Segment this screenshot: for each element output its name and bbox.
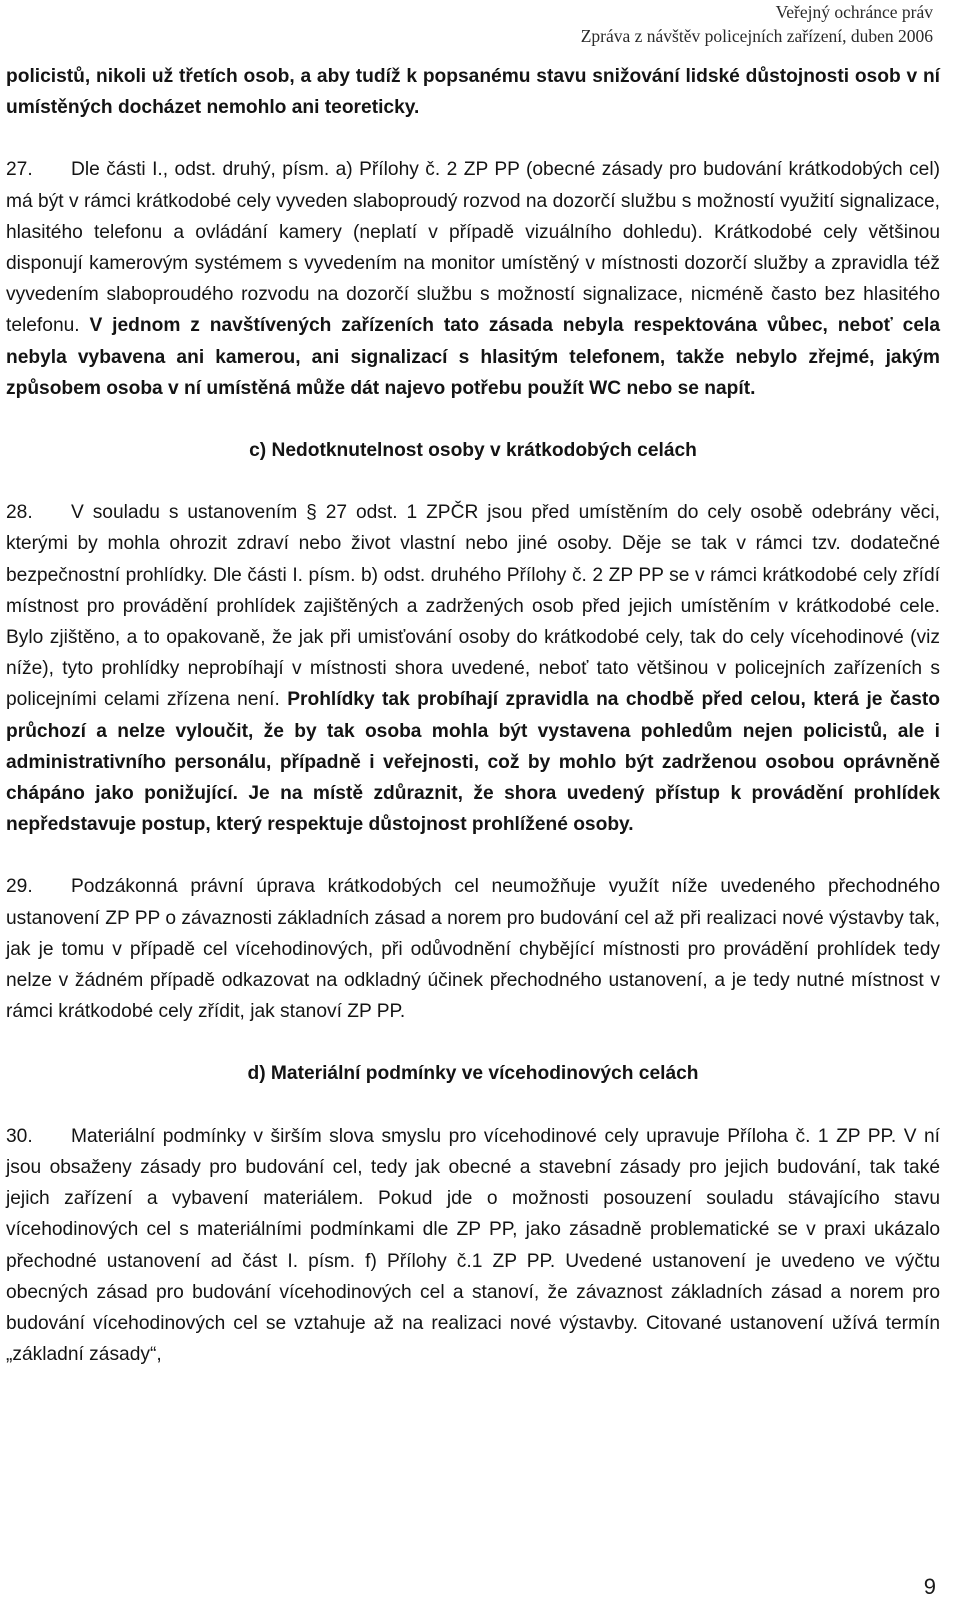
intro-paragraph: policistů, nikoli už třetích osob, a aby tudíž k popsanému stavu snižování lidské důstojnosti osob v ní umístěných docházet nemohlo ani teoreticky. bbox=[6, 66, 940, 119]
running-header bbox=[581, 0, 933, 48]
paragraph-emphasis: V jednom z navštívených zařízeních tato zásada nebyla respektována vůbec, neboť cela nebyla vybavena ani kamerou, ani signalizací s hlasitým telefonem, takže nebylo zřejmé, jakým způsobem osoba v ní umístěná může dát najevo potřebu použít WC nebo se napít. bbox=[6, 315, 940, 399]
paragraph-text: Podzákonná právní úprava krátkodobých cel neumožňuje využít níže uvedeného přechodného ustanovení ZP PP o závaznosti základních zásad a norem pro budování cel až při realizaci nové výstavby tak, jak je tomu v případě cel vícehodinových, při odůvodnění chybějící místnosti pro provádění prohlídek tedy nelze v žádném případě odkazovat na odkladný účinek přechodného ustanovení, a je tedy nutné místnost v rámci krátkodobé cely zřídit, jak stanoví ZP PP. bbox=[6, 876, 940, 1023]
page-number: 9 bbox=[923, 1574, 936, 1599]
section-heading-d: d) Materiální podmínky ve vícehodinových celách bbox=[247, 1063, 699, 1085]
paragraph-27 bbox=[6, 154, 940, 404]
paragraph-number: 30. bbox=[6, 1125, 33, 1147]
paragraph-number: 29. bbox=[6, 876, 33, 898]
section-heading-c: c) Nedotknutelnost osoby v krátkodobých celách bbox=[249, 440, 697, 462]
paragraph-30 bbox=[6, 1121, 940, 1371]
paragraph-29 bbox=[6, 871, 940, 1027]
paragraph-number: 27. bbox=[6, 159, 33, 181]
header-institution: Veřejný ochránce práv bbox=[775, 2, 933, 22]
paragraph-text: Materiální podmínky v širším slova smyslu pro vícehodinové cely upravuje Příloha č. 1 ZP PP. V ní jsou obsaženy zásady pro budování cel, tedy jak obecné a stavební zásady pro jejich budování, tak také jejich zařízení a vybavení materiálem. Pokud jde o možnosti posouzení souladu stávajícího stavu vícehodinových cel s materiálními podmínkami dle ZP PP, jako zásadně problematické se v praxi ukázalo přechodné ustanovení ad část I. písm. f) Přílohy č.1 ZP PP. Uvedené ustanovení je uvedeno ve výčtu obecných zásad pro budování vícehodinových cel a stanoví, že závaznost základních zásad a norem pro budování vícehodinových cel se vztahuje až na realizaci nové výstavby. Citované ustanovení užívá termín „základní zásady“, bbox=[6, 1125, 940, 1366]
document-body bbox=[6, 61, 940, 1370]
paragraph-text: Dle části I., odst. druhý, písm. a) Přílohy č. 2 ZP PP (obecné zásady pro budování krátkodobých cel) má být v rámci krátkodobé cely vyveden slaboproudý rozvod na dozorčí službu s možností využití signalizace, hlasitého telefonu a ovládání kamery (neplatí v případě vizuálního dohledu). Krátkodobé cely většinou disponují kamerovým systémem s vyvedením na monitor umístěný v místnosti dozorčí služby a zpravidla též vyvedením slaboproudého rozvodu na dozorčí službu s možností signalizace, nicméně často bez hlasitého telefonu. bbox=[6, 159, 940, 337]
paragraph-emphasis: Prohlídky tak probíhají zpravidla na chodbě před celou, která je často průchozí a nelze vyloučit, že by tak osoba mohla být vystavena pohledům nejen policistů, ale i administrativního personálu, případně i veřejnosti, což by mohlo být zadrženou osobou oprávněně chápáno jako ponižující. Je na místě zdůraznit, že shora uvedený přístup k provádění prohlídek nepředstavuje postup, který respektuje důstojnost prohlížené osoby. bbox=[6, 689, 940, 836]
paragraph-text: V souladu s ustanovením § 27 odst. 1 ZPČR jsou před umístěním do cely osobě odebrány věci, kterými by mohla ohrozit zdraví nebo život vlastní nebo jiné osoby. Děje se tak v rámci tzv. dodatečné bezpečnostní prohlídky. Dle části I. písm. b) odst. druhého Přílohy č. 2 ZP PP se v rámci krátkodobé cely zřídí místnost pro provádění prohlídek zajištěných a zadržených osob před jejich umístěním v krátkodobé cele. Bylo zjištěno, a to opakovaně, že jak při umisťování osoby do krátkodobé cely, tak do cely vícehodinové (viz níže), tyto prohlídky neprobíhají v místnosti shora uvedené, neboť tato většinou v policejních zařízeních s policejními celami zřízena není. bbox=[6, 502, 940, 711]
paragraph-28 bbox=[6, 497, 940, 840]
paragraph-number: 28. bbox=[6, 502, 33, 524]
header-report-title: Zpráva z návštěv policejních zařízení, duben 2006 bbox=[580, 26, 933, 46]
